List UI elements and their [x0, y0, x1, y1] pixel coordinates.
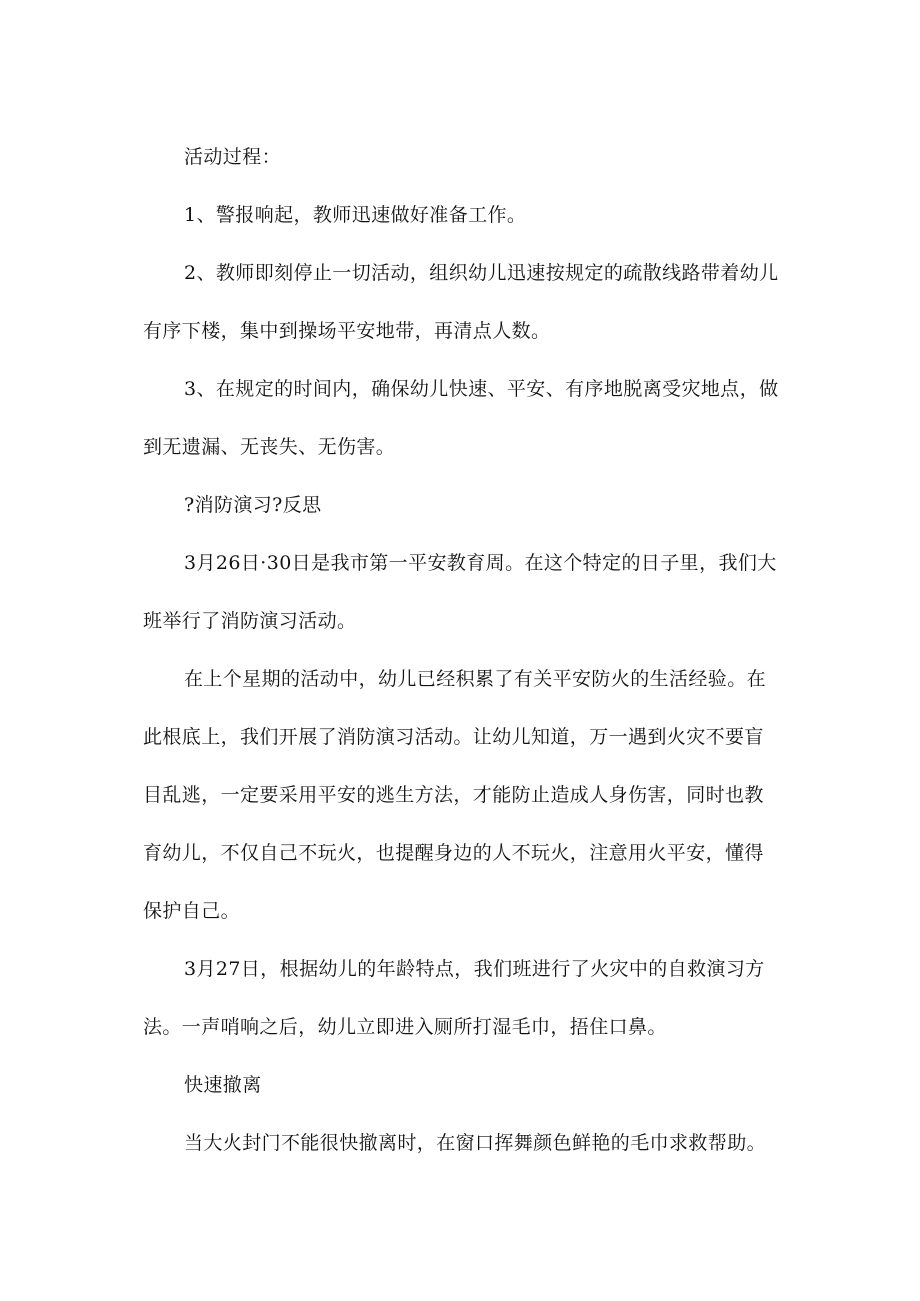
paragraph-self-rescue-drill: 3月27日，根据幼儿的年龄特点，我们班进行了火灾中的自救演习方法。一声哨响之后，幼儿立即进入厕所打湿毛巾，捂住口鼻。 [143, 958, 765, 1038]
section-heading-quick-evacuation: 快速撤离 [184, 1074, 262, 1096]
document-body [143, 128, 783, 1172]
paragraph-safety-week: 3月26日·30日是我市第一平安教育周。在这个特定的日子里，我们大班举行了消防演习活动。 [143, 552, 777, 632]
paragraph-step-3: 3、在规定的时间内，确保幼儿快速、平安、有序地脱离受灾地点，做到无遗漏、无丧失、无伤害。 [143, 378, 779, 458]
paragraph-fire-drill-purpose: 在上个星期的活动中，幼儿已经积累了有关平安防火的生活经验。在此根底上，我们开展了消防演习活动。让幼儿知道，万一遇到火灾不要盲目乱逃，一定要采用平安的逃生方法，才能防止造成人身伤害，同时也教育幼儿，不仅自己不玩火，也提醒身边的人不玩火，注意用火平安，懂得保护自己。 [143, 668, 767, 922]
paragraph-step-1: 1、警报响起，教师迅速做好准备工作。 [184, 204, 527, 226]
section-heading-activity-process: 活动过程： [184, 146, 282, 168]
section-heading-reflection: ?消防演习?反思 [184, 494, 322, 516]
paragraph-window-signal: 当大火封门不能很快撤离时，在窗口挥舞颜色鲜艳的毛巾求救帮助。 [184, 1132, 767, 1154]
paragraph-step-2: 2、教师即刻停止一切活动，组织幼儿迅速按规定的疏散线路带着幼儿有序下楼，集中到操场平安地带，再清点人数。 [143, 262, 779, 342]
